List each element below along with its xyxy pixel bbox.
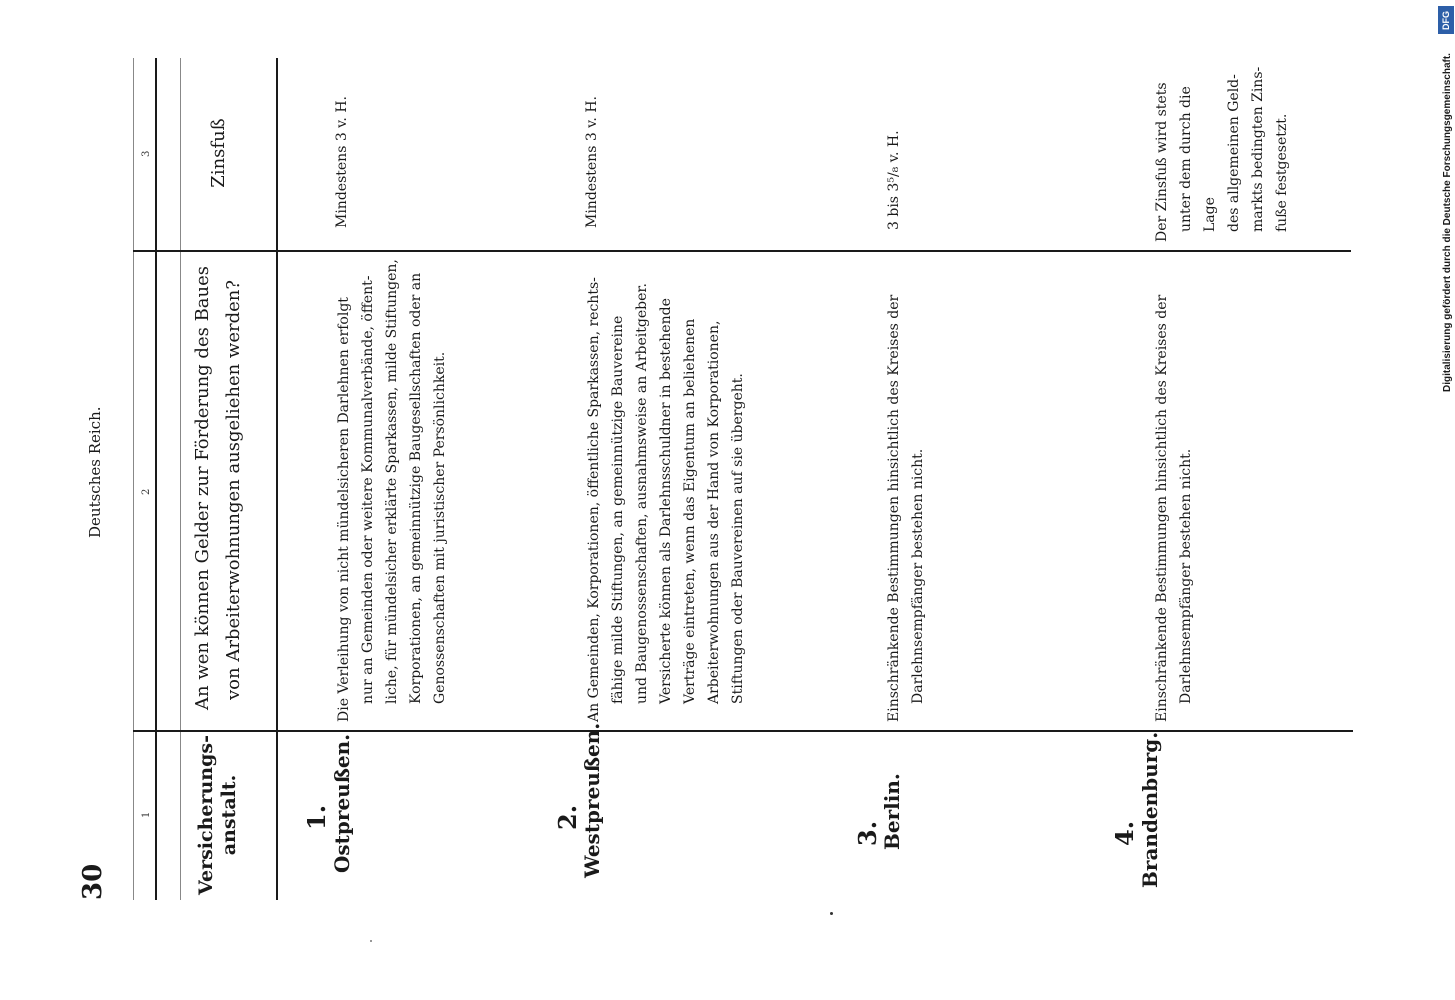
row-1-number: 1. [302, 804, 331, 830]
row-4-line: Einschränkende Bestimmungen hinsichtlich des Kreises der [1154, 294, 1170, 722]
scan-speck [830, 912, 833, 915]
column-header-borrowers-line1: An wen können Gelder zur Förderung des Baues [192, 265, 213, 710]
row-1-borrowers-text [332, 252, 452, 722]
col-number-2: 2 [141, 488, 152, 495]
row-4-line: Darlehnsempfänger bestehen nicht. [1178, 448, 1194, 704]
row-4-borrowers-text [1150, 252, 1198, 722]
header-bottom-rule [276, 58, 278, 900]
row-2-line: Versicherte können als Darlehnsschuldner in bestehende [658, 298, 674, 704]
row-2-line: An Gemeinden, Korporationen, öffentliche Sparkassen, rechts- [586, 277, 602, 722]
row-2-borrowers-text [582, 252, 750, 722]
row-4-name: Brandenburg. [1138, 731, 1162, 888]
row-1-name: Ostpreußen. [330, 733, 354, 873]
digitization-note: Digitalisierung gefördert durch die Deutsche Forschungsgemeinschaft. [1442, 53, 1453, 392]
column-header-interest-rate: Zinsfuß [208, 118, 229, 188]
row-4-rate-text [1150, 52, 1294, 242]
row-4-rate-line: fuße festgesetzt. [1274, 113, 1290, 232]
column-header-borrowers [188, 265, 249, 710]
row-4-rate-line: des allgemeinen Geld- [1226, 74, 1242, 232]
dfg-logo [1438, 6, 1454, 34]
row-1-line: Die Verleihung von nicht mündelsicheren Darlehnen erfolgt [336, 297, 352, 722]
row-3-number: 3. [853, 820, 882, 846]
column-header-insurer-line1: Versicherungs- [195, 735, 217, 895]
row-2-line: fähige milde Stiftungen, an gemeinnützige Bauvereine [610, 315, 626, 704]
row-4-number: 4. [1110, 820, 1139, 846]
table-top-thin-rule [133, 58, 134, 900]
row-2-line: Stiftungen oder Bauvereinen auf sie übergeht. [730, 373, 746, 704]
row-4-rate-line: markts bedingten Zins- [1250, 66, 1266, 232]
row-2-line: Arbeiterwohnungen aus der Hand von Korporationen, [706, 320, 722, 704]
row-2-line: Verträge eintreten, wenn das Eigentum an beliehenen [682, 318, 698, 704]
row-2-rate: Mindestens 3 v. H. [584, 96, 600, 228]
row-1-line: nur an Gemeinden oder weitere Kommunalverbände, öffent- [360, 275, 376, 704]
row-3-line: Einschränkende Bestimmungen hinsichtlich des Kreises der [886, 294, 902, 722]
row-2-line: und Baugenossenschaften, ausnahmsweise an Arbeitgeber. [634, 283, 650, 704]
row-3-rate: 3 bis 3⁵/₈ v. H. [886, 130, 902, 230]
row-4-rate-line: unter dem durch die Lage [1178, 86, 1218, 232]
row-1-line: liche, für mündelsicher erklärte Sparkassen, milde Stiftungen, [384, 259, 400, 704]
row-3-borrowers-text [882, 252, 930, 722]
row-1-line: Korporationen, an gemeinnützige Baugesellschaften oder an [408, 272, 424, 704]
running-head: Deutsches Reich. [86, 406, 104, 538]
row-1-line: Genossenschaften mit juristischer Persönlichkeit. [432, 351, 448, 704]
row-3-name: Berlin. [880, 773, 904, 850]
row-2-number: 2. [553, 804, 582, 830]
row-4-rate-line: Der Zinsfuß wird stets [1154, 82, 1170, 242]
colnum-rule [180, 58, 181, 900]
column-header-insurer-line2: anstalt. [217, 774, 240, 856]
col-number-3: 3 [141, 150, 152, 157]
table-top-rule [155, 58, 157, 900]
dfg-logo-text: DFG [1441, 11, 1451, 30]
column-header-borrowers-line2: von Arbeiterwohnungen ausgeliehen werden? [222, 280, 244, 700]
column-header-insurer [195, 725, 241, 905]
page-number: 30 [78, 863, 108, 900]
col1-col2-divider [133, 730, 1353, 732]
col-number-1: 1 [141, 811, 152, 818]
row-2-name: Westpreußen. [580, 722, 604, 878]
scan-speck [370, 940, 372, 942]
row-1-rate: Mindestens 3 v. H. [334, 96, 350, 228]
row-3-line: Darlehnsempfänger bestehen nicht. [910, 448, 926, 704]
